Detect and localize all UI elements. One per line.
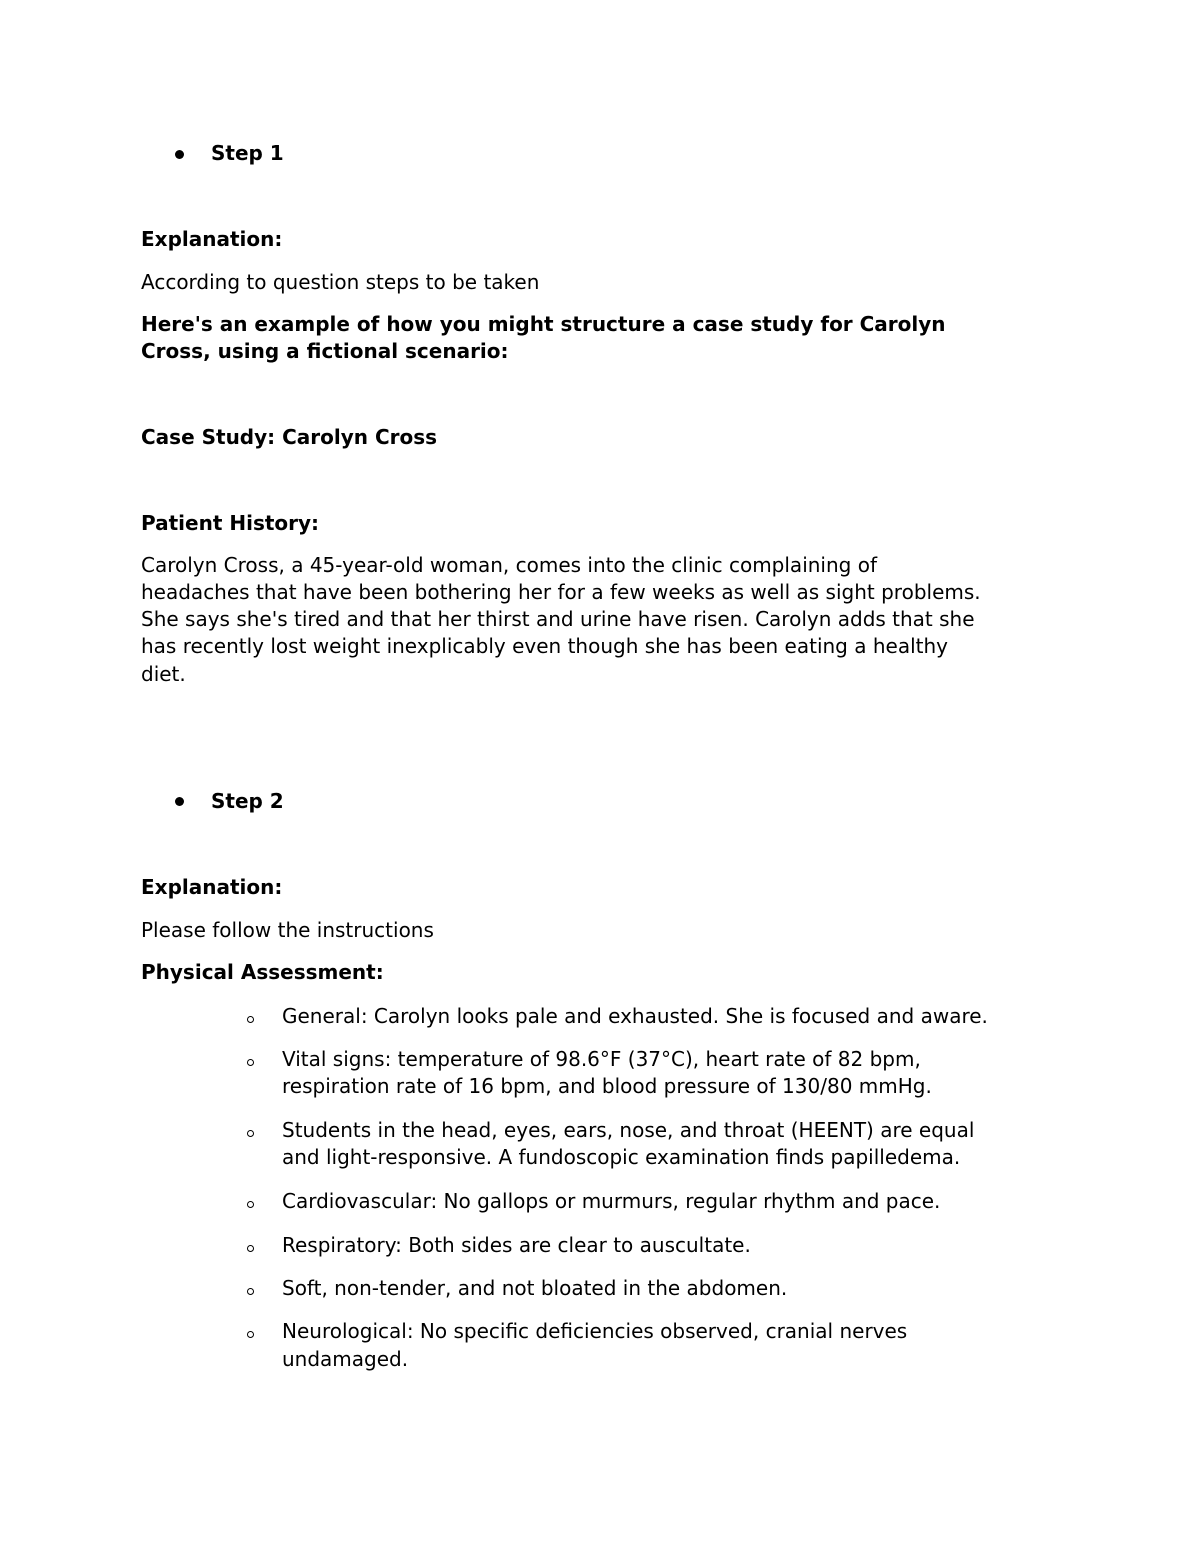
step-2-explanation-text: Please follow the instructions bbox=[141, 918, 434, 942]
step-1-bullet-icon bbox=[175, 150, 184, 159]
assessment-item-line: General: Carolyn looks pale and exhausted. She is focused and aware. bbox=[282, 1004, 988, 1028]
history-line: headaches that have been bothering her for a few weeks as well as sight problems. bbox=[141, 580, 981, 604]
history-line: diet. bbox=[141, 662, 186, 686]
patient-history-heading: Patient History: bbox=[141, 511, 320, 535]
assessment-item-line: Soft, non-tender, and not bloated in the abdomen. bbox=[282, 1276, 788, 1300]
step-2-bullet-icon bbox=[175, 797, 184, 806]
assessment-item-line: Students in the head, eyes, ears, nose, and throat (HEENT) are equal bbox=[282, 1118, 975, 1142]
physical-assessment-heading: Physical Assessment: bbox=[141, 960, 384, 984]
circle-bullet-icon bbox=[247, 1059, 254, 1066]
intro-line-2: Cross, using a fictional scenario: bbox=[141, 339, 509, 363]
assessment-item-line: respiration rate of 16 bpm, and blood pressure of 130/80 mmHg. bbox=[282, 1074, 932, 1098]
history-line: Carolyn Cross, a 45-year-old woman, comes into the clinic complaining of bbox=[141, 553, 877, 577]
case-study-title: Case Study: Carolyn Cross bbox=[141, 425, 438, 449]
step-1-explanation-text: According to question steps to be taken bbox=[141, 270, 540, 294]
circle-bullet-icon bbox=[247, 1016, 254, 1023]
step-2-explanation-heading: Explanation: bbox=[141, 875, 283, 899]
assessment-item-line: and light-responsive. A fundoscopic examination finds papilledema. bbox=[282, 1145, 961, 1169]
circle-bullet-icon bbox=[247, 1245, 254, 1252]
assessment-item-line: Vital signs: temperature of 98.6°F (37°C), heart rate of 82 bpm, bbox=[282, 1047, 921, 1071]
assessment-item-line: Cardiovascular: No gallops or murmurs, regular rhythm and pace. bbox=[282, 1189, 941, 1213]
circle-bullet-icon bbox=[247, 1288, 254, 1295]
intro-line-1: Here's an example of how you might structure a case study for Carolyn bbox=[141, 312, 946, 336]
circle-bullet-icon bbox=[247, 1331, 254, 1338]
assessment-item-line: Neurological: No specific deficiencies observed, cranial nerves bbox=[282, 1319, 908, 1343]
step-2-label: Step 2 bbox=[211, 789, 284, 813]
history-line: has recently lost weight inexplicably even though she has been eating a healthy bbox=[141, 634, 948, 658]
history-line: She says she's tired and that her thirst and urine have risen. Carolyn adds that she bbox=[141, 607, 975, 631]
circle-bullet-icon bbox=[247, 1130, 254, 1137]
step-1-explanation-heading: Explanation: bbox=[141, 227, 283, 251]
step-1-label: Step 1 bbox=[211, 141, 284, 165]
assessment-item-line: Respiratory: Both sides are clear to auscultate. bbox=[282, 1233, 751, 1257]
circle-bullet-icon bbox=[247, 1201, 254, 1208]
assessment-item-line: undamaged. bbox=[282, 1347, 409, 1371]
